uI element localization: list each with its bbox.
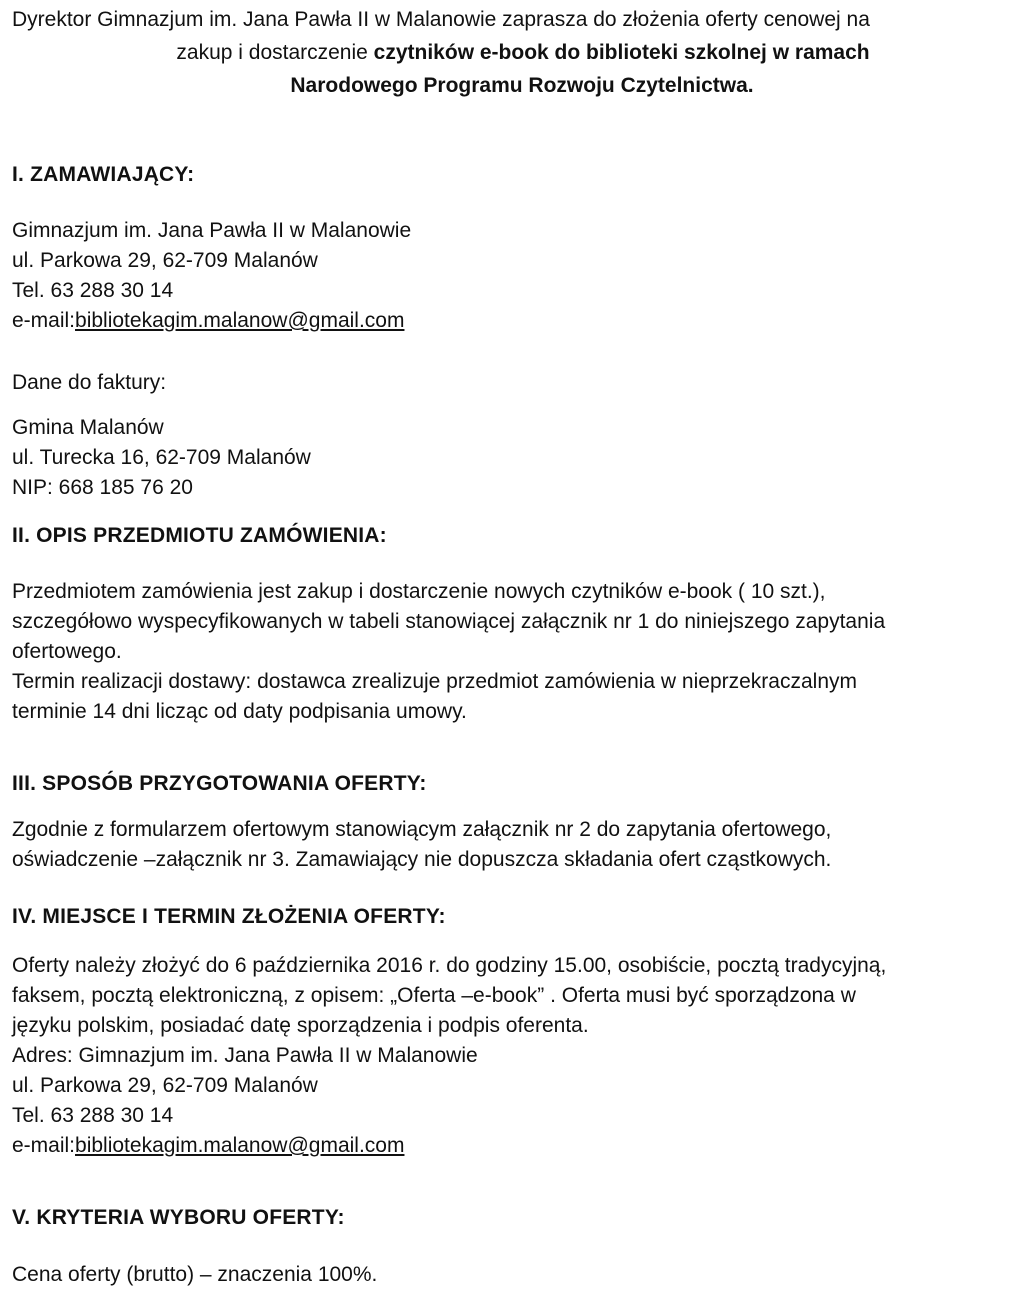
- section-5-heading-block: [12, 1203, 1012, 1233]
- orderer-email-prefix: e-mail:: [12, 309, 76, 332]
- section-3-line-1: Zgodnie z formularzem ofertowym stanowiącym załącznik nr 2 do zapytania ofertowego,: [12, 818, 832, 841]
- orderer-phone: Tel. 63 288 30 14: [12, 279, 174, 302]
- section-4-address-line: Adres: Gimnazjum im. Jana Pawła II w Malanowie: [12, 1044, 478, 1067]
- section-2-p1-line-1: Przedmiotem zamówienia jest zakup i dostarczenie nowych czytników e-book ( 10 szt.),: [12, 580, 826, 603]
- section-2-body: [12, 577, 1012, 727]
- section-4-heading-block: [12, 902, 1012, 932]
- section-5-line-1: Cena oferty (brutto) – znaczenia 100%.: [12, 1263, 378, 1286]
- section-4-street: ul. Parkowa 29, 62-709 Malanów: [12, 1074, 318, 1097]
- intro-line-1: Dyrektor Gimnazjum im. Jana Pawła II w Malanowie zaprasza do złożenia oferty cenowej na: [12, 8, 870, 31]
- section-3-heading: III. SPOSÓB PRZYGOTOWANIA OFERTY:: [12, 772, 427, 795]
- section-5-body: [12, 1260, 1012, 1290]
- invoice-nip: NIP: 668 185 76 20: [12, 476, 193, 499]
- section-3-line-2: oświadczenie –załącznik nr 3. Zamawiający nie dopuszcza składania ofert cząstkowych.: [12, 848, 832, 871]
- section-1-heading: I. ZAMAWIAJĄCY:: [12, 163, 195, 186]
- section-4-line-3: języku polskim, posiadać datę sporządzenia i podpis oferenta.: [12, 1014, 589, 1037]
- section-3-body: [12, 815, 1012, 875]
- invoice-address: ul. Turecka 16, 62-709 Malanów: [12, 446, 311, 469]
- intro-line-2-plain: zakup i dostarczenie: [176, 41, 374, 64]
- intro-line-2: [0, 36, 1024, 69]
- orderer-email-link[interactable]: bibliotekagim.malanow@gmail.com: [75, 309, 405, 332]
- section-4-heading: IV. MIEJSCE I TERMIN ZŁOŻENIA OFERTY:: [12, 905, 446, 928]
- section-2-p1-line-2: szczegółowo wyspecyfikowanych w tabeli stanowiącej załącznik nr 1 do niniejszego zapytania: [12, 610, 886, 633]
- invoice-label-block: [12, 368, 1012, 398]
- orderer-details: [12, 216, 1012, 336]
- section-2-heading: II. OPIS PRZEDMIOTU ZAMÓWIENIA:: [12, 524, 387, 547]
- intro-line-2-bold: czytników e-book do biblioteki szkolnej w ramach: [373, 41, 870, 64]
- orderer-name: Gimnazjum im. Jana Pawła II w Malanowie: [12, 219, 412, 242]
- orderer-email-line: [12, 306, 1012, 336]
- section-2-p1-line-3: ofertowego.: [12, 640, 122, 663]
- section-4-email-line: [12, 1131, 1012, 1161]
- section-4-email-prefix: e-mail:: [12, 1134, 76, 1157]
- section-2-heading-block: [12, 521, 1012, 551]
- section-5-heading: V. KRYTERIA WYBORU OFERTY:: [12, 1206, 345, 1229]
- intro-line-3: Narodowego Programu Rozwoju Czytelnictwa.: [290, 74, 754, 97]
- section-4-line-2: faksem, pocztą elektroniczną, z opisem: „Oferta –e-book” . Oferta musi być sporządzona w: [12, 984, 856, 1007]
- section-2-p2-line-1: Termin realizacji dostawy: dostawca zrealizuje przedmiot zamówienia w nieprzekraczalnym: [12, 670, 857, 693]
- section-2-p2-line-2: terminie 14 dni licząc od daty podpisania umowy.: [12, 700, 467, 723]
- section-3-heading-block: [12, 769, 1012, 799]
- intro-paragraph: [0, 3, 1024, 102]
- section-4-line-1: Oferty należy złożyć do 6 października 2016 r. do godziny 15.00, osobiście, pocztą tradycyjną,: [12, 954, 887, 977]
- section-4-email-link[interactable]: bibliotekagim.malanow@gmail.com: [75, 1134, 405, 1157]
- invoice-label: Dane do faktury:: [12, 371, 167, 394]
- invoice-details: [12, 413, 1012, 503]
- invoice-name: Gmina Malanów: [12, 416, 164, 439]
- section-4-phone: Tel. 63 288 30 14: [12, 1104, 174, 1127]
- orderer-address: ul. Parkowa 29, 62-709 Malanów: [12, 249, 318, 272]
- section-4-body: [12, 951, 1012, 1161]
- section-1-heading-block: [12, 160, 1012, 190]
